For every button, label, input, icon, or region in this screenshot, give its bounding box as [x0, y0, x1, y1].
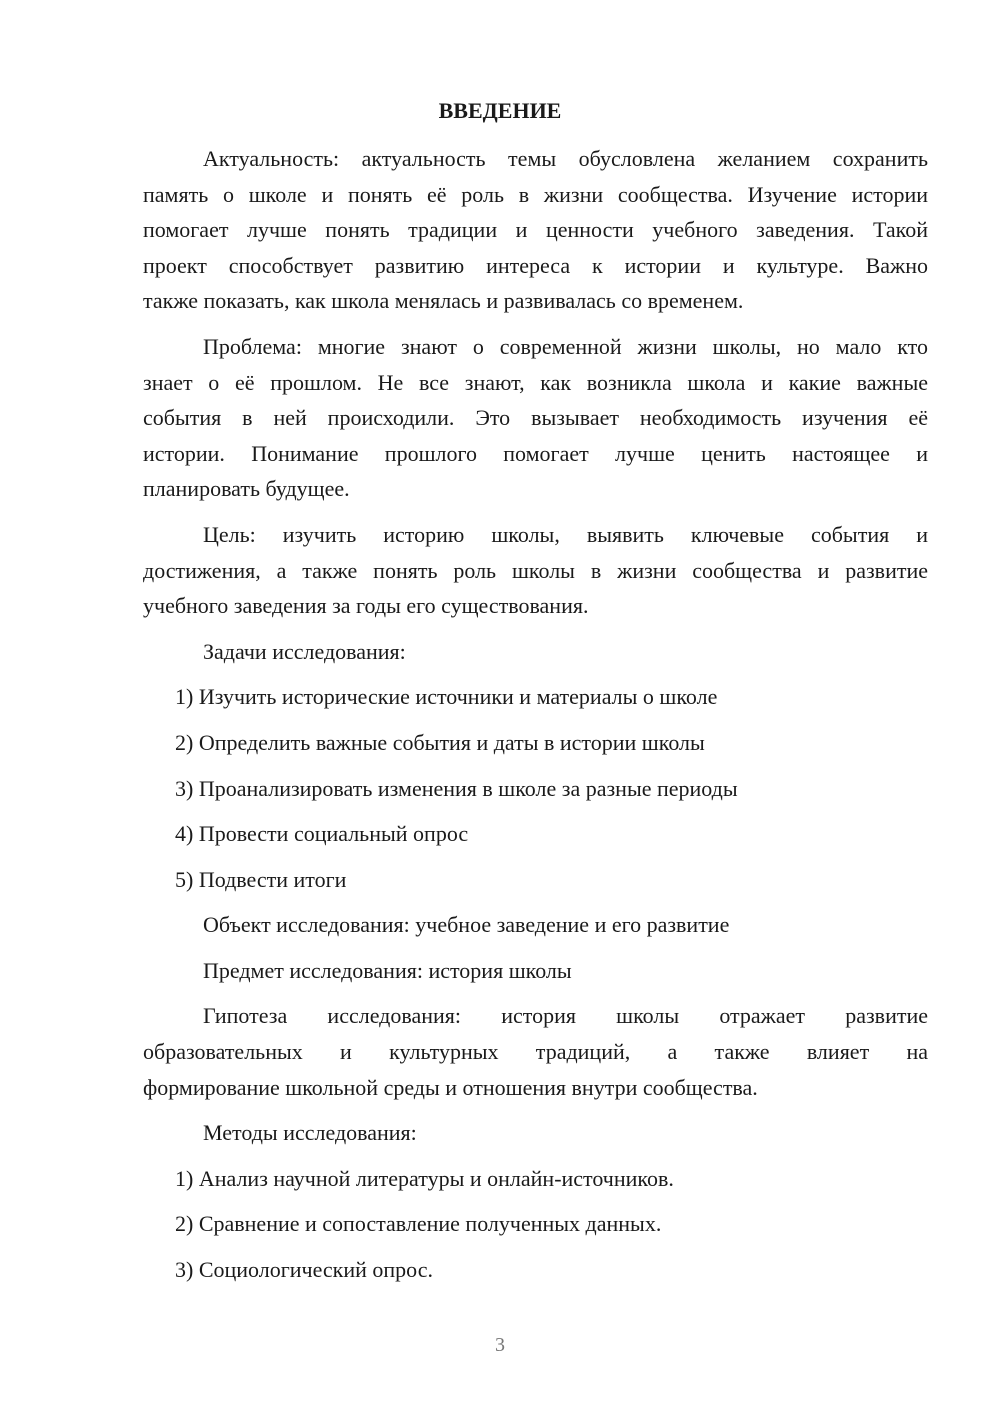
text-line: Гипотеза исследования: история школы отражает развитие — [203, 1003, 928, 1029]
text-line: Проблема: многие знают о современной жизни школы, но мало кто — [203, 333, 928, 359]
tasks-heading: Задачи исследования: — [203, 638, 406, 664]
text-line: достижения, а также понять роль школы в жизни сообщества и развитие — [143, 557, 928, 583]
text-line: события в ней происходили. Это вызывает необходимость изучения её — [143, 405, 928, 431]
list-item: 1) Изучить исторические источники и материалы о школе — [175, 684, 718, 710]
text-line: память о школе и понять её роль в жизни сообщества. Изучение истории — [143, 181, 928, 207]
list-item: 3) Проанализировать изменения в школе за разные периоды — [175, 775, 738, 801]
methods-heading: Методы исследования: — [203, 1120, 417, 1146]
text-line: знает о её прошлом. Не все знают, как возникла школа и какие важные — [143, 369, 928, 395]
relevance-paragraph — [143, 141, 928, 319]
research-subject: Предмет исследования: история школы — [203, 957, 572, 983]
list-item: 3) Социологический опрос. — [175, 1257, 433, 1283]
list-item: 2) Определить важные события и даты в истории школы — [175, 729, 705, 755]
page-title: ВВЕДЕНИЕ — [438, 98, 562, 123]
list-item: 2) Сравнение и сопоставление полученных данных. — [175, 1211, 662, 1237]
problem-paragraph — [143, 329, 928, 507]
page-number: 3 — [495, 1334, 505, 1356]
document-body — [143, 141, 928, 1298]
text-line: истории. Понимание прошлого помогает лучше ценить настоящее и — [143, 440, 928, 466]
text-line: образовательных и культурных традиций, а также влияет на — [143, 1039, 928, 1065]
text-line: также показать, как школа менялась и развивалась со временем. — [143, 288, 744, 314]
goal-paragraph — [143, 517, 928, 624]
text-line: проект способствует развитию интереса к истории и культуре. Важно — [143, 252, 928, 278]
text-line: Цель: изучить историю школы, выявить ключевые события и — [203, 521, 928, 547]
research-object: Объект исследования: учебное заведение и его развитие — [203, 912, 730, 938]
text-line: формирование школьной среды и отношения внутри сообщества. — [143, 1074, 758, 1100]
text-line: Актуальность: актуальность темы обусловлена желанием сохранить — [203, 146, 928, 171]
text-line: планировать будущее. — [143, 476, 350, 502]
list-item: 5) Подвести итоги — [175, 866, 347, 892]
hypothesis-paragraph — [143, 998, 928, 1105]
text-line: помогает лучше понять традиции и ценности учебного заведения. Такой — [143, 217, 928, 243]
list-item: 4) Провести социальный опрос — [175, 821, 469, 847]
list-item: 1) Анализ научной литературы и онлайн-источников. — [175, 1165, 674, 1191]
text-line: учебного заведения за годы его существования. — [143, 593, 589, 619]
